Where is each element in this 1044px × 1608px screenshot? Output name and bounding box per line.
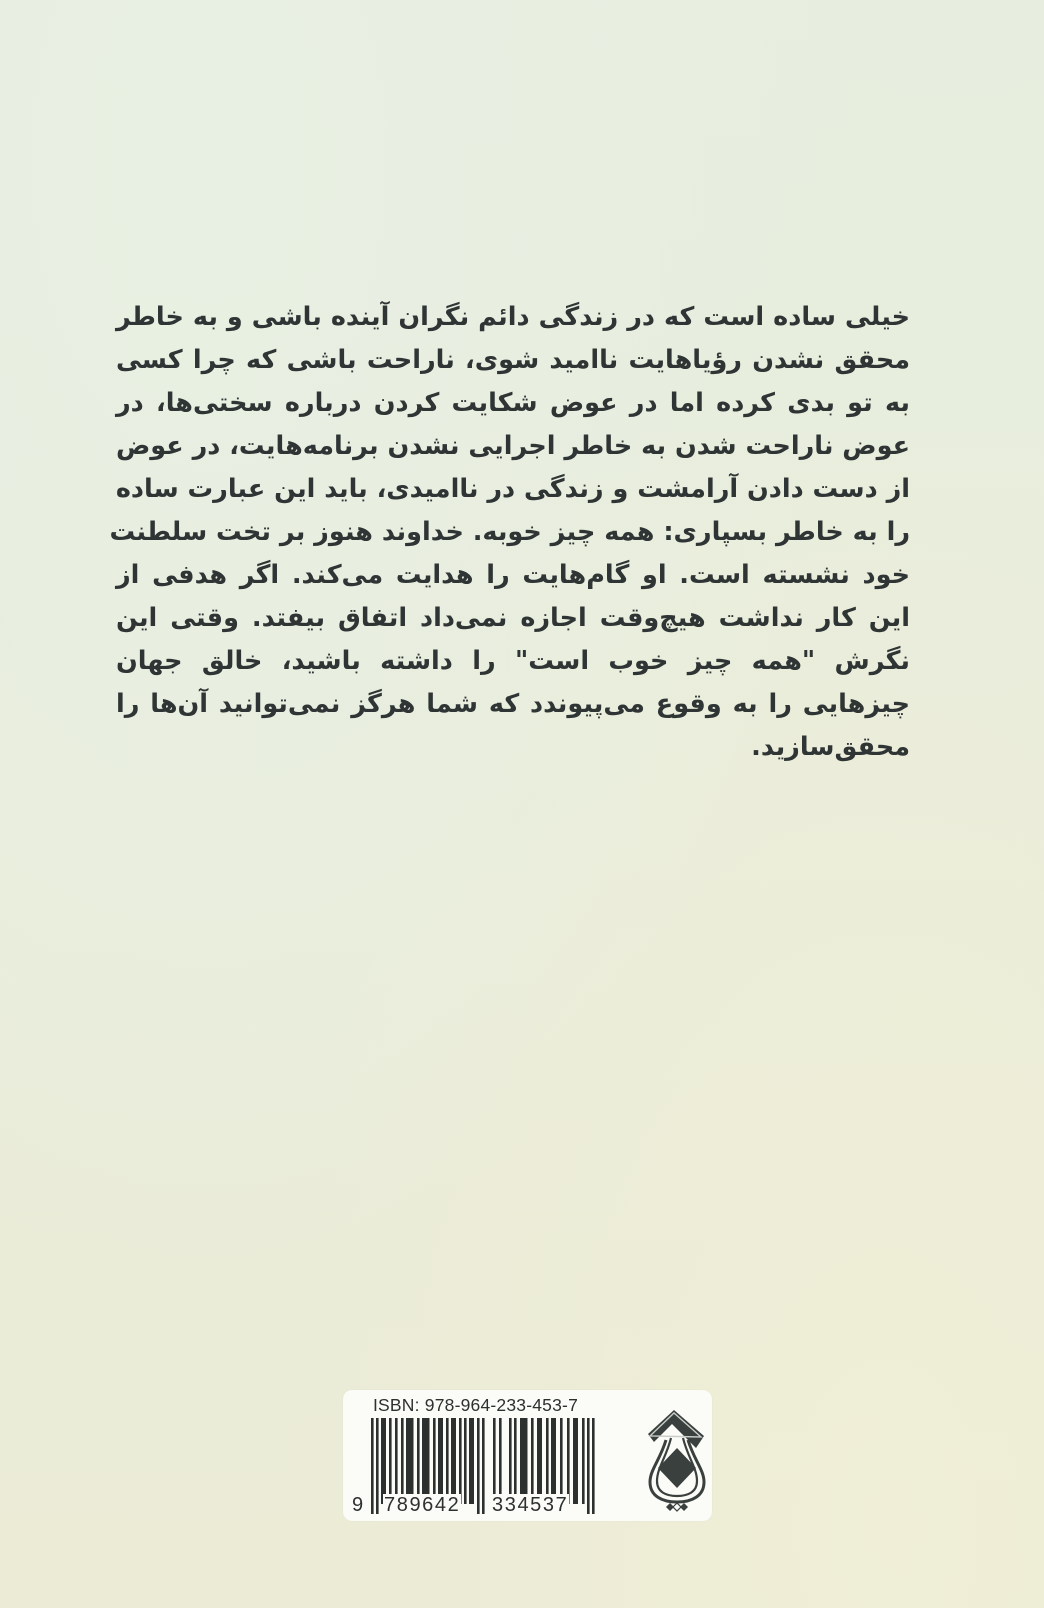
barcode-right-group: 334537: [492, 1494, 569, 1516]
blurb-line: خیلی ساده است که در زندگی دائم نگران آینده باشی و به خاطر: [116, 302, 910, 332]
barcode: [351, 1418, 611, 1516]
barcode-digits: [351, 1494, 621, 1520]
isbn-label: ISBN: 978-964-233-453-7: [373, 1395, 579, 1415]
blurb-line: محقق نشدن رؤیاهایت ناامید شوی، ناراحت باشی که چرا کسی: [116, 345, 910, 375]
blurb-line: از دست دادن آرامشت و زندگی در ناامیدی، باید این عبارت ساده: [115, 474, 910, 504]
back-cover-blurb: [109, 296, 910, 769]
isbn-barcode-sticker: [343, 1390, 712, 1521]
blurb-line: به تو بدی کرده اما در عوض شکایت کردن درباره سختی‌ها، در: [116, 388, 910, 418]
barcode-left-group: 789642: [384, 1494, 461, 1516]
blurb-line-last: محقق‌سازید.: [751, 732, 910, 762]
blurb-line: خود نشسته است. او گام‌هایت را هدایت می‌کند. اگر هدفی از: [116, 560, 910, 590]
blurb-line: را به خاطر بسپاری: همه چیز خوبه. خداوند هنوز بر تخت سلطنت: [109, 517, 910, 547]
blurb-line: این کار نداشت هیچ‌وقت اجازه نمی‌داد اتفاق بیفتد. وقتی این: [116, 603, 910, 633]
blurb-line: عوض ناراحت شدن به خاطر اجرایی نشدن برنامه‌هایت، در عوض: [116, 431, 910, 461]
blurb-line: نگرش "همه چیز خوب است" را داشته باشید، خالق جهان: [116, 646, 910, 676]
blurb-line: چیزهایی را به وقوع می‌پیوندد که شما هرگز نمی‌توانید آن‌ها را: [116, 689, 910, 719]
barcode-lead-digit: 9: [352, 1494, 365, 1516]
publisher-emblem-icon: [646, 1404, 708, 1512]
